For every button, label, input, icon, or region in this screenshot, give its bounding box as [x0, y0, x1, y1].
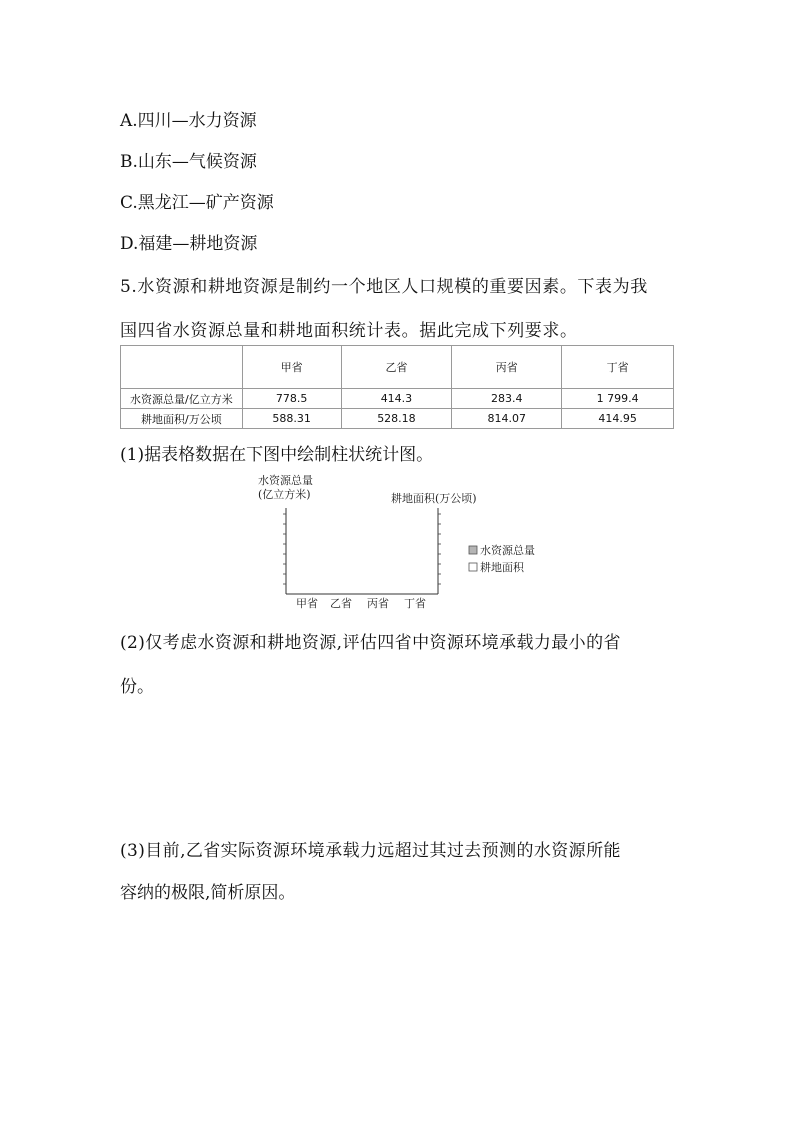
option-a: A.四川—水力资源	[120, 111, 257, 131]
table-header-cell: 乙省	[341, 346, 452, 389]
statistics-table	[120, 345, 674, 429]
table-cell: 814.07	[452, 409, 562, 429]
table-row-label: 耕地面积/万公顷	[121, 409, 243, 429]
sub-question-3-line-2: 容纳的极限,简析原因。	[120, 883, 296, 903]
table-cell: 283.4	[452, 389, 562, 409]
legend-swatch-water	[469, 546, 477, 554]
table-header-cell: 丙省	[452, 346, 562, 389]
table-header-row	[121, 346, 674, 389]
table-header-cell	[121, 346, 243, 389]
legend-label-water: 水资源总量	[480, 544, 535, 557]
question-5-line-1: 5.水资源和耕地资源是制约一个地区人口规模的重要因素。下表为我	[120, 277, 648, 297]
table-cell: 528.18	[341, 409, 452, 429]
x-tick-label: 甲省	[296, 597, 318, 610]
table-row	[121, 409, 674, 429]
option-d: D.福建—耕地资源	[120, 234, 258, 254]
table-cell: 1 799.4	[562, 389, 674, 409]
sub-question-1: (1)据表格数据在下图中绘制柱状统计图。	[120, 445, 434, 465]
right-axis-label: 耕地面积(万公顷)	[391, 492, 477, 505]
x-tick-label: 乙省	[330, 597, 352, 610]
table-row	[121, 389, 674, 409]
axis-ticks	[283, 514, 441, 584]
legend-label-farmland: 耕地面积	[480, 561, 524, 574]
table-row-label: 水资源总量/亿立方米	[121, 389, 243, 409]
left-axis-label-line-2: (亿立方米)	[258, 488, 311, 501]
left-axis-label-line-1: 水资源总量	[258, 474, 313, 487]
question-5-line-2: 国四省水资源总量和耕地面积统计表。据此完成下列要求。	[120, 321, 578, 341]
table-cell: 414.3	[341, 389, 452, 409]
legend-swatch-farmland	[469, 563, 477, 571]
table-cell: 588.31	[242, 409, 341, 429]
option-b: B.山东—气候资源	[120, 152, 257, 172]
sub-question-2-line-2: 份。	[120, 677, 154, 697]
x-tick-label: 丁省	[404, 597, 426, 610]
table-header-cell: 丁省	[562, 346, 674, 389]
sub-question-2-line-1: (2)仅考虑水资源和耕地资源,评估四省中资源环境承载力最小的省	[120, 633, 621, 653]
blank-bar-chart	[240, 470, 560, 615]
table-cell: 778.5	[242, 389, 341, 409]
option-c: C.黑龙江—矿产资源	[120, 193, 274, 213]
table-header-cell: 甲省	[242, 346, 341, 389]
x-tick-label: 丙省	[367, 597, 389, 610]
sub-question-3-line-1: (3)目前,乙省实际资源环境承载力远超过其过去预测的水资源所能	[120, 841, 621, 861]
table-cell: 414.95	[562, 409, 674, 429]
